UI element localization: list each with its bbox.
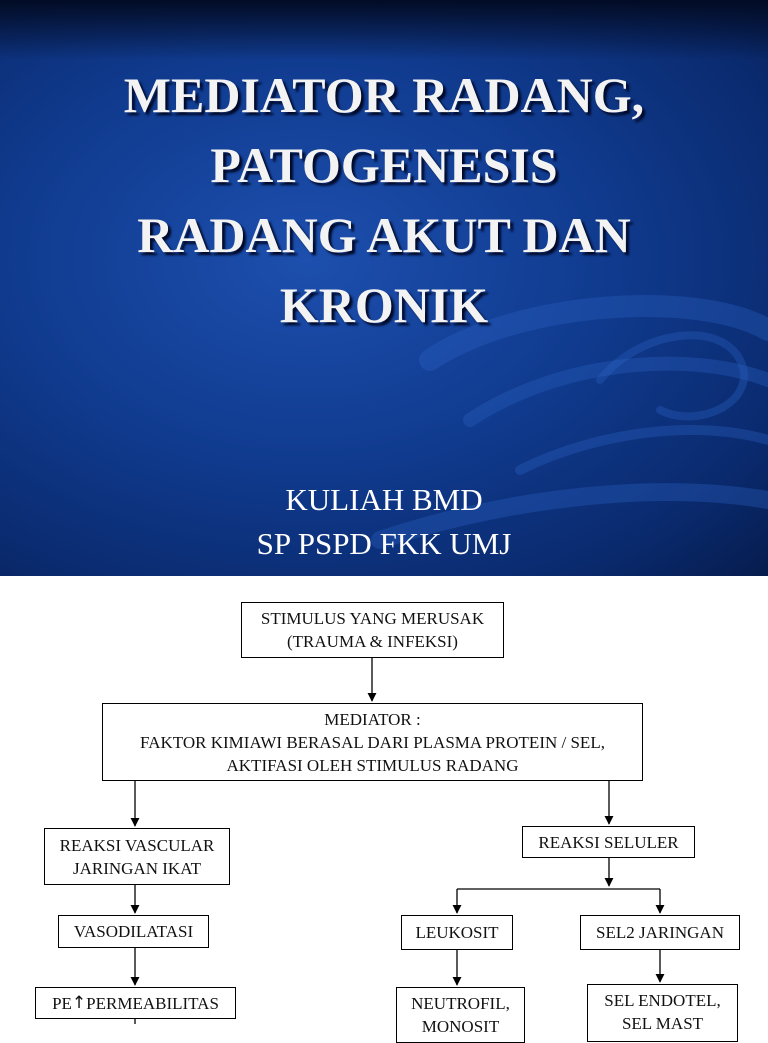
slide-subtitle bbox=[40, 478, 728, 566]
diagram-slide bbox=[0, 576, 768, 1036]
vascular-line-2: JARINGAN IKAT bbox=[73, 858, 201, 878]
neutrofil-line-1: NEUTROFIL, bbox=[411, 994, 510, 1013]
permeabilitas-prefix: PE bbox=[52, 993, 72, 1013]
subtitle-line-1: KULIAH BMD bbox=[285, 482, 483, 517]
sel-endotel-box bbox=[587, 984, 738, 1042]
title-line-3: RADANG AKUT DAN bbox=[137, 207, 631, 263]
title-line-4: KRONIK bbox=[279, 277, 489, 333]
stimulus-line-2: (TRAUMA & INFEKSI) bbox=[287, 632, 458, 651]
neutrofil-box bbox=[396, 987, 525, 1043]
leukosit-box bbox=[401, 915, 513, 950]
neutrofil-line-2: MONOSIT bbox=[421, 1017, 500, 1036]
title-line-1: MEDIATOR RADANG, bbox=[123, 67, 645, 123]
stimulus-line-1: STIMULUS YANG MERUSAK bbox=[260, 609, 485, 628]
mediator-line-3: AKTIFASI OLEH STIMULUS RADANG bbox=[226, 755, 519, 775]
leukosit-label: LEUKOSIT bbox=[415, 923, 499, 942]
mediator-line-1: MEDIATOR : bbox=[324, 709, 421, 729]
vascular-line-1: REAKSI VASCULAR bbox=[59, 835, 215, 855]
stimulus-box bbox=[241, 602, 504, 658]
permeabilitas-box bbox=[35, 987, 236, 1019]
arrow-up-icon: ↑ bbox=[71, 992, 87, 1013]
sel-endotel-line-2: SEL MAST bbox=[621, 1014, 704, 1033]
subtitle-line-2: SP PSPD FKK UMJ bbox=[256, 526, 512, 561]
slide-title bbox=[40, 60, 728, 340]
vasodilatasi-label: VASODILATASI bbox=[73, 922, 194, 941]
sel-jaringan-label: SEL2 JARINGAN bbox=[596, 923, 724, 942]
mediator-line-2: FAKTOR KIMIAWI BERASAL DARI PLASMA PROTEIN / SEL, bbox=[140, 732, 605, 752]
mediator-box bbox=[102, 703, 643, 781]
seluler-label: REAKSI SELULER bbox=[538, 832, 679, 852]
vascular-reaction-box bbox=[44, 828, 230, 885]
sel-endotel-line-1: SEL ENDOTEL, bbox=[604, 991, 721, 1010]
title-line-2: PATOGENESIS bbox=[210, 137, 558, 193]
sel-jaringan-box bbox=[580, 915, 740, 950]
vasodilatasi-box bbox=[58, 915, 209, 948]
permeabilitas-suffix: PERMEABILITAS bbox=[86, 993, 219, 1013]
cellular-reaction-box bbox=[522, 826, 695, 858]
